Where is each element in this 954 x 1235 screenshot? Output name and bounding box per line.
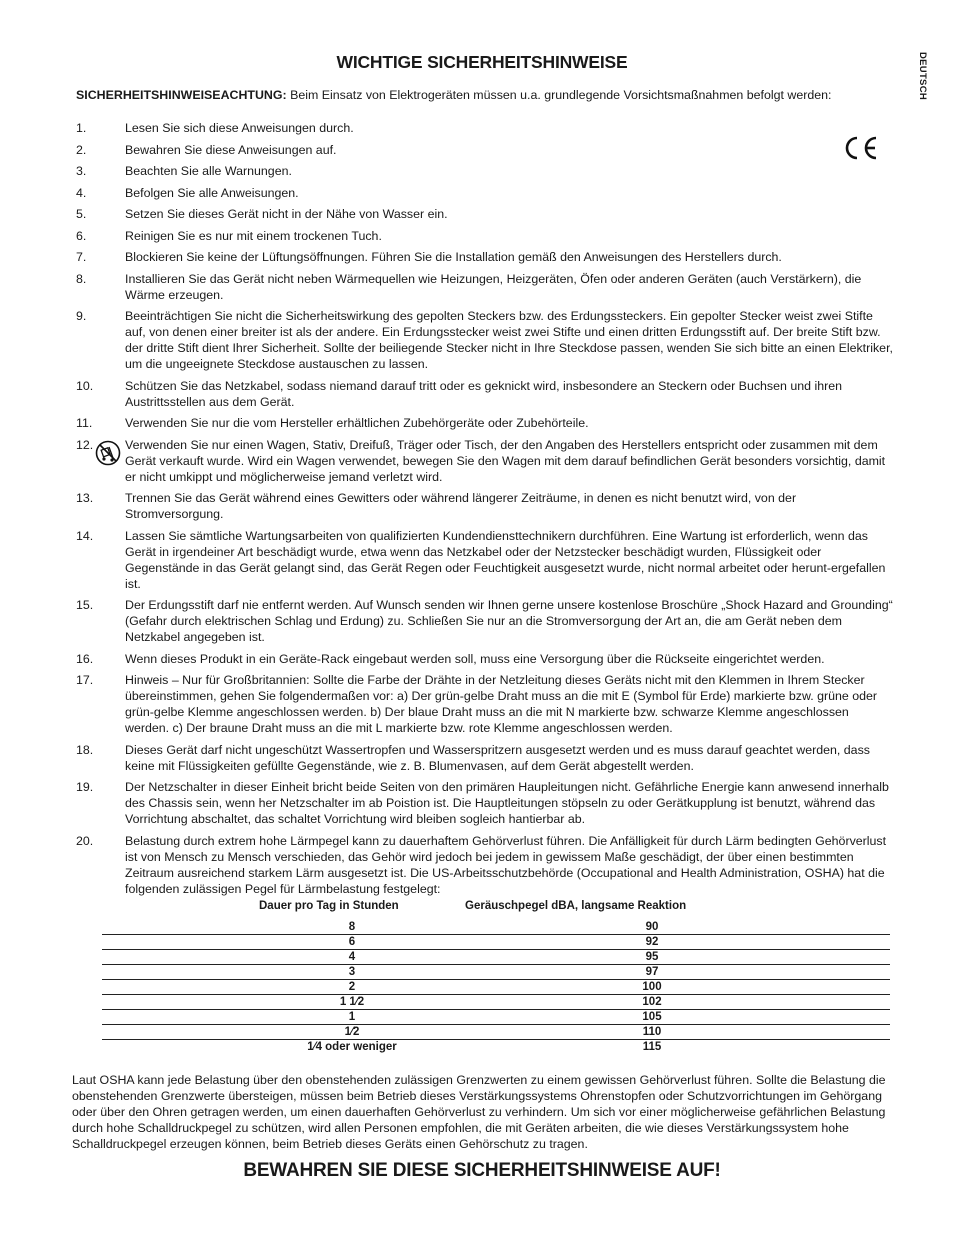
list-item: 9. Beeinträchtigen Sie nicht die Sicherheitswirkung des gepolten Steckers bzw. des Erdungssteckers. Ein gepolter Stecker weist zwei Stifte auf, von denen einer breiter ist als der andere. Ein Erdungsstecker weist zwei Stifte und einen dritten Erdungsstift auf. Der breite Stift bzw. der dritte Stift dient Ihrer Sicherheit. Sollte der beiliegende Stecker nicht in Ihre Steckdose passen, wenden Sie sich bitte an einen Elektriker, um die ungeeignete Steckdose austauschen zu lassen. xyxy=(76,309,893,371)
list-item: 13. Trennen Sie das Gerät während eines Gewitters oder während längerer Zeiträume, in denen es nicht benutzt wird, von der Stromversorgung. xyxy=(76,491,797,521)
list-item-text: Beeinträchtigen Sie nicht die Sicherheitswirkung des gepolten Steckers bzw. des Erdungssteckers. Ein gepolter Stecker weist zwei Stifte auf, von denen einer breiter ist als der andere. Ein Erdungsstecker weist zwei Stifte und einen dritten Erdungsstift auf. Der breite Stift bzw. der dritte Stift dient Ihrer Sicherheit. Sollte der beiliegende Stecker nicht in Ihre Steckdose passen, wenden Sie sich bitte an einen Elektriker, um die ungeeignete Steckdose austauschen zu lassen. xyxy=(125,309,893,371)
list-item: 10. Schützen Sie das Netzkabel, sodass niemand darauf tritt oder es geknickt wird, insbesondere an Steckern oder Buchsen und ihren Austrittsstellen aus dem Gerät. xyxy=(76,378,843,409)
table-row: 1 1⁄2 102 xyxy=(102,995,890,1010)
list-item: 14. Lassen Sie sämtliche Wartungsarbeiten von qualifizierten Kundendiensttechnikern durchführen. Eine Wartung ist erforderlich, wenn das Gerät in irgendeiner Art beschädigt wurde, etwa wenn das Netzkabel oder der Netzstecker beschädigt wurden, Flüssigkeit oder Gegenstände in das Gerät gelangt sind, das Gerät Regen oder Feuchtigkeit ausgesetzt wurde, nicht normal arbeitet oder herunt-ergefallen ist. xyxy=(76,528,886,591)
list-item-text: Der Erdungsstift darf nie entfernt werden. Auf Wunsch senden wir Ihnen gerne unsere kostenlose Broschüre „Shock Hazard and Grounding“ (Gefahr durch elektrischen Schlag und Erdung) zu. Schließen Sie nur an die Stromversorgung der Art an, die am Gerät neben dem Netzkabel angegeben ist. xyxy=(125,598,893,644)
intro-lead: SICHERHEITSHINWEISEACHTUNG: xyxy=(76,88,287,102)
list-item-text: Reinigen Sie es nur mit einem trockenen Tuch. xyxy=(125,228,382,243)
list-item: 2. Bewahren Sie diese Anweisungen auf. xyxy=(76,142,337,157)
page-title: WICHTIGE SICHERHEITSHINWEISE xyxy=(336,52,628,72)
noise-exposure-table xyxy=(102,900,890,1054)
list-item: 18. Dieses Gerät darf nicht ungeschützt Wassertropfen und Wasserspritzern ausgesetzt werden und es muss darauf geachtet werden, dass keine mit Flüssigkeiten gefüllte Gegenstände, wie z. B. Blumenvasen, auf dem Gerät abgestellt werden. xyxy=(76,742,870,773)
list-item-text: Befolgen Sie alle Anweisungen. xyxy=(125,185,299,200)
list-item: 20. Belastung durch extrem hohe Lärmpegel kann zu dauerhaftem Gehörverlust führen. Die Anfälligkeit für durch Lärm bedingten Gehörverlust ist von Mensch zu Mensch verschieden, das Gehör wird jedoch bei jedem in gewissem Maße geschädigt, der über einen bestimmten Zeitraum ausreichend starkem Lärm ausgesetzt ist. Die US-Arbeitsschutzbehörde (Occupational and Health Administration, OSHA) hat die folgenden zulässigen Pegel für Lärmbelastung festgelegt: xyxy=(76,833,887,896)
list-item-text: Der Netzschalter in dieser Einheit bricht beide Seiten von den primären Haupleitungen nicht. Gefährliche Energie kann anwesend innerhalb des Chassis sein, wenn her Netzschalter im ab Poistion ist. Die Hauptleitungen stöpseln zu oder Gerätkupplung ist benutzt, während das Vorrichtung abschaltet, das schaltet Vorrichtung wird bleiben sogleich hantierbar ab. xyxy=(125,780,889,826)
safety-instructions-list xyxy=(76,120,896,902)
list-item: 3. Beachten Sie alle Warnungen. xyxy=(76,164,292,178)
table-row: 3 97 xyxy=(102,965,890,980)
list-item: 17. Hinweis – Nur für Großbritannien: Sollte die Farbe der Drähte in der Netzleitung dieses Geräts nicht mit den Klemmen in Ihrem Stecker übereinstimmen, gehen Sie folgendermaßen vor: a) Der grün-gelbe Draht muss an die mit E (Symbol für Erde) markierte bzw. grüne oder grün-gelbe Klemme angeschlossen werden. b) Der blaue Draht muss an die mit N markierte bzw. schwarze Klemme angeschlossen werden. c) Der braune Draht muss an die mit L markierte bzw. rote Klemme angeschlossen werden. xyxy=(76,673,878,735)
list-item-text: Belastung durch extrem hohe Lärmpegel kann zu dauerhaftem Gehörverlust führen. Die Anfälligkeit für durch Lärm bedingten Gehörverlust ist von Mensch zu Mensch verschieden, das Gehör wird jedoch bei jedem in gewissem Maße geschädigt, der über einen bestimmten Zeitraum ausreichend starkem Lärm ausgesetzt ist. Die US-Arbeitsschutzbehörde (Occupational and Health Administration, OSHA) hat die folgenden zulässigen Pegel für Lärmbelastung festgelegt: xyxy=(125,833,887,896)
intro-paragraph xyxy=(76,87,896,103)
list-item-text: Dieses Gerät darf nicht ungeschützt Wassertropfen und Wasserspritzern ausgesetzt werden und es muss darauf geachtet werden, dass keine mit Flüssigkeiten gefüllte Gegenstände, wie z. B. Blumenvasen, auf dem Gerät abgestellt werden. xyxy=(125,742,870,773)
footer-heading: BEWAHREN SIE DIESE SICHERHEITSHINWEISE AUF! xyxy=(243,1160,721,1181)
table-row: 1⁄2 110 xyxy=(102,1025,890,1040)
osha-note-paragraph: Laut OSHA kann jede Belastung über den obenstehenden zulässigen Grenzwerten zu einem gewissen Gehörverlust führen. Sollte die Belastung die obenstehenden Grenzwerte übersteigen, müssen beim Betrieb dieses Verstärkungssystems Ohrenstopfen oder Schutzvorrichtungen im Gehörgang oder über den Ohren getragen werden, um einen dauerhaften Gehörverlust zu verhindern. Um sich vor einer möglicherweise gefährlichen Belastung durch hohe Schalldruckpegel zu schützen, wird allen Personen empfohlen, die mit Geräten arbeiten, die wie dieses Verstärkungssystem hohe Schalldruckpegel erzeugen können, beim Betrieb dieses Geräts einen Gehörschutz zu tragen. xyxy=(72,1073,886,1151)
list-item-text: Setzen Sie dieses Gerät nicht in der Nähe von Wasser ein. xyxy=(125,207,448,221)
list-item: 11. Verwenden Sie nur die vom Hersteller erhältlichen Zubehörgeräte oder Zubehörteile. xyxy=(76,416,589,430)
list-item: 4. Befolgen Sie alle Anweisungen. xyxy=(76,185,299,200)
table-row: 1⁄4 oder weniger 115 xyxy=(307,1041,662,1053)
list-item: 1. Lesen Sie sich diese Anweisungen durch. xyxy=(76,121,354,135)
header-sound-level: Geräuschpegel dBA, langsame Reaktion xyxy=(465,900,687,912)
table-row: 4 95 xyxy=(102,950,890,965)
list-item-text: Bewahren Sie diese Anweisungen auf. xyxy=(125,142,337,157)
header-duration: Dauer pro Tag in Stunden xyxy=(259,900,399,912)
list-item: 8. Installieren Sie das Gerät nicht neben Wärmequellen wie Heizungen, Heizgeräten, Öfen oder anderen Geräten (auch Verstärkern), die Wärme erzeugen. xyxy=(76,271,862,302)
table-row: 2 100 xyxy=(102,980,890,995)
list-item-text: Wenn dieses Produkt in ein Geräte-Rack eingebaut werden soll, muss eine Versorgung über die Rückseite eingerichtet werden. xyxy=(125,651,825,666)
table-row: 6 92 xyxy=(102,935,890,950)
list-item: 15. Der Erdungsstift darf nie entfernt werden. Auf Wunsch senden wir Ihnen gerne unsere kostenlose Broschüre „Shock Hazard and Grounding“ (Gefahr durch elektrischen Schlag und Erdung) zu. Schließen Sie nur an die Stromversorgung der Art an, die am Gerät neben dem Netzkabel angegeben ist. xyxy=(76,598,893,644)
list-item-text: Trennen Sie das Gerät während eines Gewitters oder während längerer Zeiträume, in denen es nicht benutzt wird, von der Stromversorgung. xyxy=(125,491,797,521)
list-item: 16. Wenn dieses Produkt in ein Geräte-Rack eingebaut werden soll, muss eine Versorgung über die Rückseite eingerichtet werden. xyxy=(76,651,825,666)
list-item-text: Hinweis – Nur für Großbritannien: Sollte die Farbe der Drähte in der Netzleitung dieses Geräts nicht mit den Klemmen in Ihrem Stecker übereinstimmen, gehen Sie folgendermaßen vor: a) Der grün-gelbe Draht muss an die mit E (Symbol für Erde) markierte bzw. grüne oder grün-gelbe Klemme angeschlossen werden. b) Der blaue Draht muss an die mit N markierte bzw. schwarze Klemme angeschlossen werden. c) Der braune Draht muss an die mit L markierte bzw. rote Klemme angeschlossen werden. xyxy=(125,673,878,735)
list-item-text: Lesen Sie sich diese Anweisungen durch. xyxy=(125,121,354,135)
list-item: 6. Reinigen Sie es nur mit einem trockenen Tuch. xyxy=(76,228,382,243)
list-item-text: Lassen Sie sämtliche Wartungsarbeiten von qualifizierten Kundendiensttechnikern durchführen. Eine Wartung ist erforderlich, wenn das Gerät in irgendeiner Art beschädigt wurde, etwa wenn das Netzkabel oder der Netzstecker beschädigt wurden, Flüssigkeit oder Gegenstände in das Gerät gelangt sind, das Gerät Regen oder Feuchtigkeit ausgesetzt wurde, nicht normal arbeitet oder herunt-ergefallen ist. xyxy=(125,528,886,591)
list-item-text: Beachten Sie alle Warnungen. xyxy=(125,164,292,178)
list-item-text: Schützen Sie das Netzkabel, sodass niemand darauf tritt oder es geknickt wird, insbesondere an Steckern oder Buchsen und ihren Austrittsstellen aus dem Gerät. xyxy=(125,378,843,409)
list-item-text: Installieren Sie das Gerät nicht neben Wärmequellen wie Heizungen, Heizgeräten, Öfen oder anderen Geräten (auch Verstärkern), die Wärme erzeugen. xyxy=(125,271,862,302)
intro-text: Beim Einsatz von Elektrogeräten müssen u.a. grundlegende Vorsichtsmaßnahmen befolgt werden: xyxy=(286,88,832,102)
cart-warning-icon xyxy=(95,440,121,466)
list-item: 7. Blockieren Sie keine der Lüftungsöffnungen. Führen Sie die Installation gemäß den Anweisungen des Herstellers durch. xyxy=(76,250,782,264)
table-row: 1 105 xyxy=(102,1010,890,1025)
list-item: 5. Setzen Sie dieses Gerät nicht in der Nähe von Wasser ein. xyxy=(76,207,448,221)
list-item: 12. Verwenden Sie nur einen Wagen, Stativ, Dreifuß, Träger oder Tisch, der den Angaben des Herstellers entspricht oder zusammen mit dem Gerät verkauft wurde. Wird ein Wagen verwendet, bewegen Sie den Wagen mit dem darauf befindlichen Gerät besonders vorsichtig, damit er nicht umkippt und möglicherweise jemand verletzt wird. xyxy=(76,437,886,484)
list-item-text: Verwenden Sie nur einen Wagen, Stativ, Dreifuß, Träger oder Tisch, der den Angaben des Herstellers entspricht oder zusammen mit dem Gerät verkauft wurde. Wird ein Wagen verwendet, bewegen Sie den Wagen mit dem darauf befindlichen Gerät besonders vorsichtig, damit er nicht umkippt und möglicherweise jemand verletzt wird. xyxy=(125,437,886,484)
list-item-text: Verwenden Sie nur die vom Hersteller erhältlichen Zubehörgeräte oder Zubehörteile. xyxy=(125,416,589,430)
table-row: 8 90 xyxy=(102,920,890,935)
table-header xyxy=(102,900,890,920)
list-item: 19. Der Netzschalter in dieser Einheit bricht beide Seiten von den primären Haupleitungen nicht. Gefährliche Energie kann anwesend innerhalb des Chassis sein, wenn her Netzschalter im ab Poistion ist. Die Hauptleitungen stöpseln zu oder Gerätkupplung ist benutzt, während das Vorrichtung abschaltet, das schaltet Vorrichtung wird bleiben sogleich hantierbar ab. xyxy=(76,780,889,826)
list-item-text: Blockieren Sie keine der Lüftungsöffnungen. Führen Sie die Installation gemäß den Anweisungen des Herstellers durch. xyxy=(125,250,782,264)
language-label: DEUTSCH xyxy=(917,52,928,101)
